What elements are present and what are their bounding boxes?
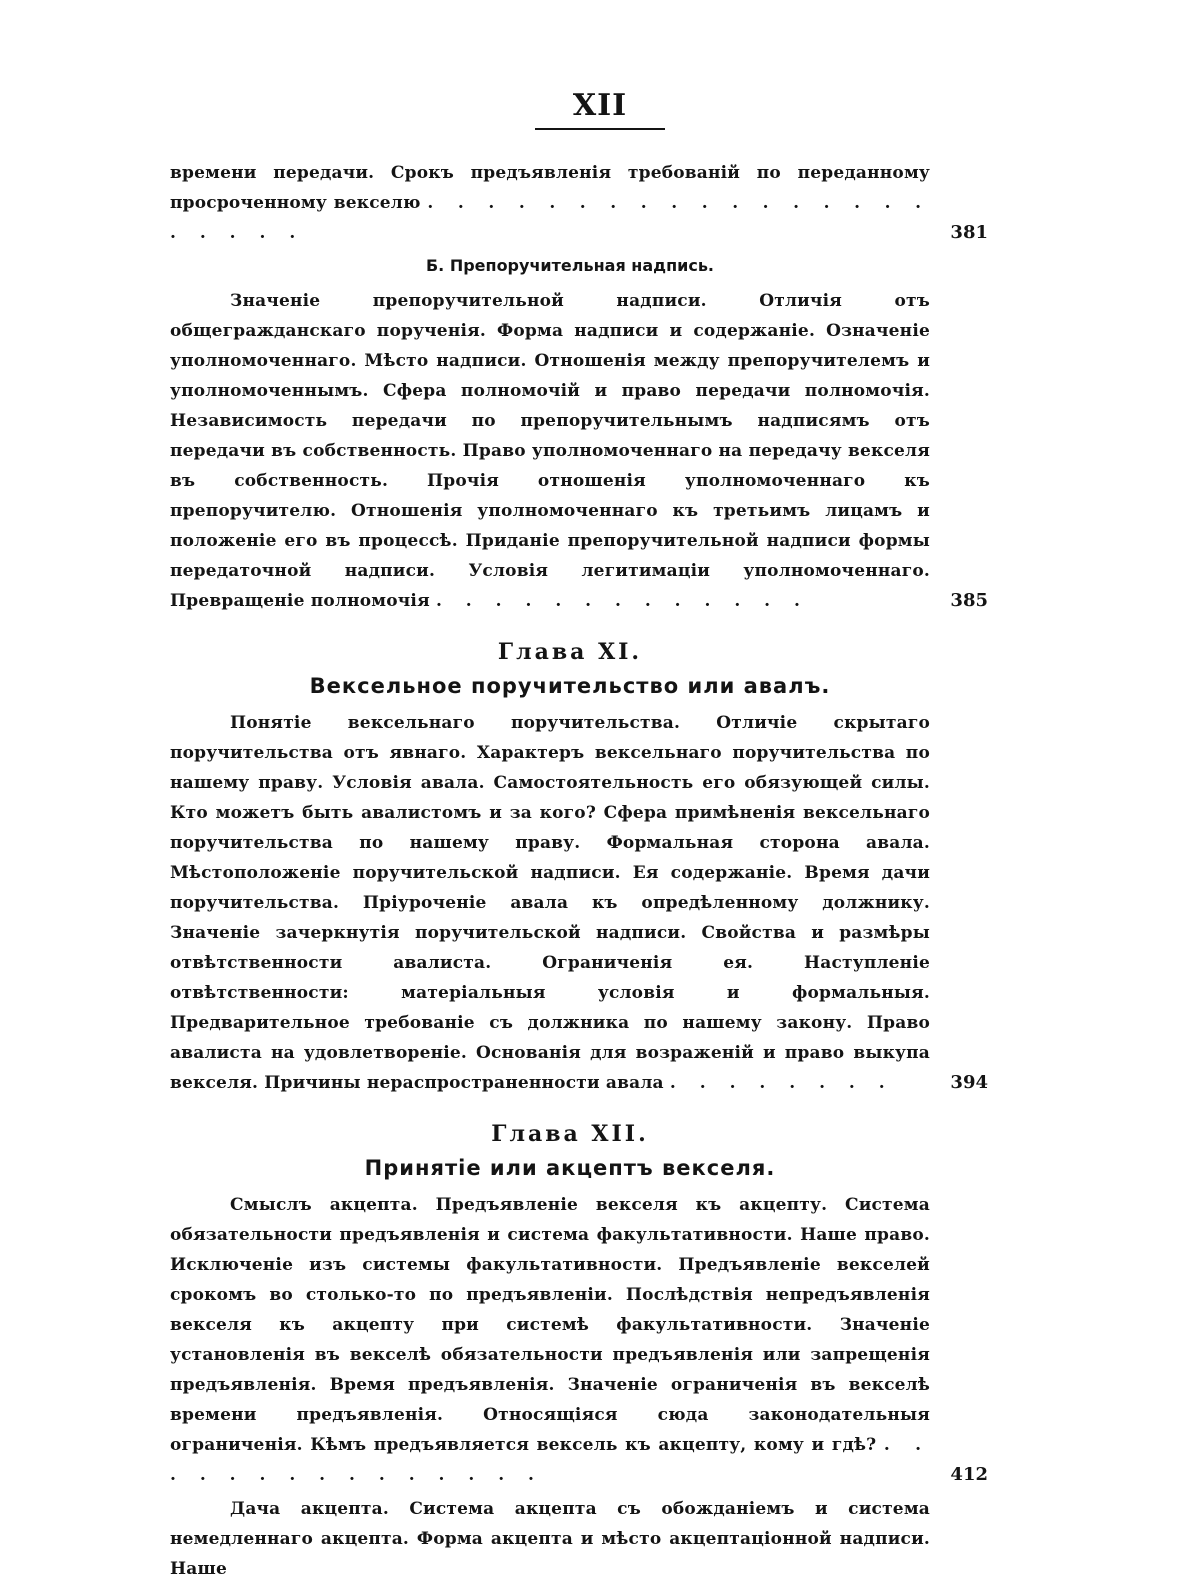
entry-text: Дача акцепта. Система акцепта съ обожданіемъ и система немедленнаго акцепта. Форма акцепта и мѣсто акцептаціонной надписи. Наше — [170, 1499, 930, 1579]
entry-text: Смыслъ акцепта. Предъявленіе векселя къ акцепту. Система обязательности предъявленія и система факультативности. Наше право. Исключеніе изъ системы факультативности. Предъявленіе векселей срокомъ во столько-то по предъявленіи. Послѣдствія непредъявленія векселя къ акцепту при системѣ факультативности. Значеніе установленія въ векселѣ обязательности предъявленія или запрещенія предъявленія. Время предъявленія. Значеніе ограниченія въ векселѣ времени предъявленія. Относящіяся сюда законодательныя ограниченія. Кѣмъ предъявляется вексель къ акцепту, кому и гдѣ? — [170, 1195, 930, 1455]
chapter-title: Принятіе или акцептъ векселя. — [364, 1156, 776, 1180]
entry-text: Значеніе препоручительной надписи. Отличія отъ общегражданскаго порученія. Форма надписи и содержаніе. Означеніе уполномоченнаго. Мѣсто надписи. Отношенія между препоручителемъ и уполномоченнымъ. Сфера полномочій и право передачи полномочія. Независимость передачи по препоручительнымъ надписямъ отъ передачи въ собственность. Право уполномоченнаго на передачу векселя въ собственность. Прочія отношенія уполномоченнаго къ препоручителю. Отношенія уполномоченнаго къ третьимъ лицамъ и положеніе его въ процессѣ. Приданіе препоручительной надписи формы передаточной надписи. Условія легитимаціи уполномоченнаго. Превращеніе полномочія — [170, 291, 930, 611]
toc-entry-procuration-endorsement — [170, 286, 988, 616]
entry-text: Понятіе вексельнаго поручительства. Отличіе скрытаго поручительства отъ явнаго. Характеръ вексельнаго поручительства по нашему праву. Условія авала. Самостоятельность его обязующей силы. Кто можетъ быть авалистомъ и за кого? Сфера примѣненія вексельнаго поручительства по нашему праву. Формальная сторона авала. Мѣстоположеніе поручительской надписи. Ея содержаніе. Время дачи поручительства. Пріуроченіе авала къ опредѣленному должнику. Значеніе зачеркнутія поручительской надписи. Свойства и размѣры отвѣтственности авалиста. Ограниченія ея. Наступленіе отвѣтственности: матеріальныя условія и формальныя. Предварительное требованіе съ должника по нашему закону. Право авалиста на удовлетвореніе. Основанія для возраженій и право выкупа векселя. Причины нераспространенности авала — [170, 713, 930, 1093]
dot-leader: . . . . . . . . — [669, 1073, 894, 1093]
table-of-contents-page — [170, 88, 988, 1584]
page-reference: 381 — [944, 218, 988, 248]
subsection-title: Б. Препоручительная надпись. — [425, 256, 715, 275]
dot-leader: . . . . . . . . . . . . . . . . . . . . . . — [170, 193, 930, 243]
header-rule — [535, 128, 665, 130]
page-reference: 394 — [944, 1068, 988, 1098]
chapter-title: Вексельное поручительство или авалъ. — [309, 674, 831, 698]
chapter-label: Глава XI. — [497, 639, 643, 665]
toc-entry-acceptance-presentation — [170, 1190, 988, 1490]
page-number: XII — [572, 88, 628, 123]
dot-leader: . . . . . . . . . . . . . — [435, 591, 809, 611]
page-reference: 385 — [944, 586, 988, 616]
toc-entry-aval — [170, 708, 988, 1098]
entry-text: времени передачи. Срокъ предъявленія требованій по переданному просроченному векселю — [170, 163, 930, 213]
dot-leader: . . . . . . . . . . . . . . . — [170, 1435, 930, 1485]
toc-entry-acceptance-giving — [170, 1494, 970, 1584]
chapter-label: Глава XII. — [491, 1121, 649, 1147]
page-reference: 412 — [944, 1460, 988, 1490]
toc-entry-transfer-time — [170, 158, 988, 248]
